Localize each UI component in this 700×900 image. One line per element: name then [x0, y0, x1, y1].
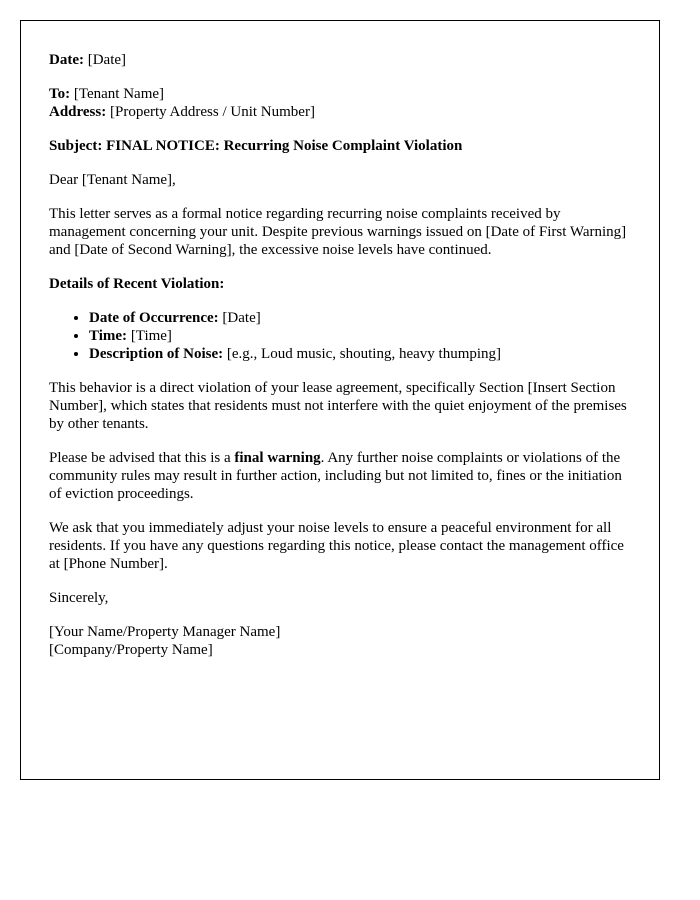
date-label: Date: [49, 52, 84, 68]
to-line [49, 85, 631, 103]
details-item-label: Date of Occurrence: [89, 310, 219, 326]
details-item-value: [e.g., Loud music, shouting, heavy thumping] [226, 346, 502, 362]
body-paragraph-2: This behavior is a direct violation of your lease agreement, specifically Section [Insert Section Number], which states that residents must not interfere with the quiet enjoyment of the premises by other tenants. [49, 380, 627, 432]
details-list [49, 309, 631, 363]
details-item-time [89, 327, 631, 345]
salutation: Dear [Tenant Name], [49, 172, 176, 188]
valediction: Sincerely, [49, 590, 109, 606]
subject-line [49, 137, 631, 155]
address-value: [Property Address / Unit Number] [109, 104, 315, 120]
date-line [49, 51, 631, 69]
subject-value: FINAL NOTICE: Recurring Noise Complaint Violation [106, 138, 463, 154]
signature-block [49, 623, 631, 659]
address-line [49, 103, 631, 121]
details-item-label: Description of Noise: [89, 346, 224, 362]
details-item-label: Time: [89, 328, 128, 344]
to-label: To: [49, 86, 71, 102]
details-item-value: [Date] [222, 310, 261, 326]
paragraph-3-intro: Please be advised that this is a [49, 450, 231, 466]
address-label: Address: [49, 104, 107, 120]
body-paragraph-4: We ask that you immediately adjust your noise levels to ensure a peaceful environment for all residents. If you have any questions regarding this notice, please contact the management office at [Phone Number]. [49, 520, 624, 572]
signer-name: [Your Name/Property Manager Name] [49, 624, 281, 640]
signer-company: [Company/Property Name] [49, 642, 213, 658]
recipient-block [49, 85, 631, 121]
details-item-date [89, 309, 631, 327]
to-value: [Tenant Name] [73, 86, 165, 102]
letter-page [20, 20, 660, 780]
body-paragraph-1: This letter serves as a formal notice regarding recurring noise complaints received by management concerning your unit. Despite previous warnings issued on [Date of First Warning] and [Date of Second Warning], the excessive noise levels have continued. [49, 206, 627, 258]
details-item-value: [Time] [130, 328, 172, 344]
body-paragraph-3 [49, 449, 631, 503]
final-warning-emphasis: final warning [234, 450, 321, 466]
details-item-description [89, 345, 631, 363]
details-heading: Details of Recent Violation: [49, 276, 225, 292]
date-value: [Date] [87, 52, 127, 68]
subject-label: Subject: [49, 138, 103, 154]
paragraph-3-rest: . Any further noise complaints or violations of the community rules may result in further action, including but not limited to, fines or the initiation of eviction proceedings. [49, 450, 622, 502]
